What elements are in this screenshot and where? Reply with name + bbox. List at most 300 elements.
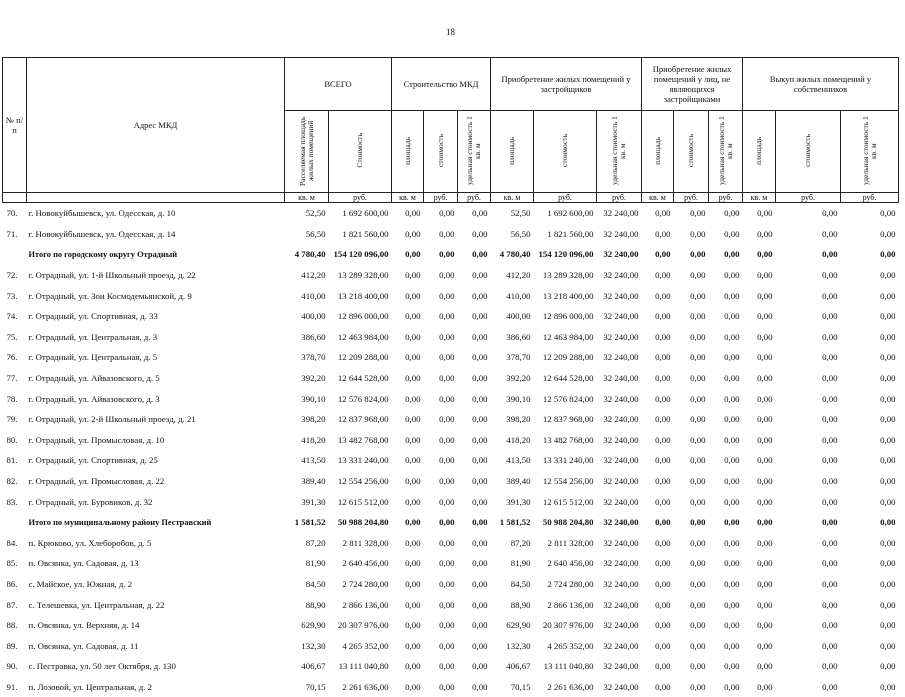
- row-address: г. Отрадный, ул. Промысловая, д. 10: [27, 430, 285, 451]
- subheader-cell: [534, 111, 597, 193]
- row-value: 406,67: [491, 656, 534, 677]
- row-value: 0,00: [424, 656, 458, 677]
- row-value: 13 111 040,80: [534, 656, 597, 677]
- row-value: 0,00: [392, 244, 424, 265]
- row-number: 87.: [3, 594, 27, 615]
- row-value: 0,00: [709, 574, 743, 595]
- row-value: 0,00: [642, 244, 674, 265]
- row-value: 0,00: [424, 574, 458, 595]
- row-value: 13 218 400,00: [534, 285, 597, 306]
- subheader-cell: [709, 111, 743, 193]
- row-value: 0,00: [392, 512, 424, 533]
- row-value: 0,00: [776, 244, 841, 265]
- row-value: 2 811 328,00: [329, 533, 392, 554]
- row-value: 0,00: [424, 285, 458, 306]
- row-value: 378,70: [285, 347, 329, 368]
- row-value: 0,00: [841, 450, 899, 471]
- row-value: 13 111 040,80: [329, 656, 392, 677]
- row-value: 389,40: [491, 471, 534, 492]
- row-value: 0,00: [392, 553, 424, 574]
- row-value: 0,00: [709, 244, 743, 265]
- row-value: 0,00: [642, 656, 674, 677]
- table-row: [3, 265, 899, 286]
- row-value: 391,30: [285, 491, 329, 512]
- row-value: 0,00: [841, 553, 899, 574]
- row-value: 32 240,00: [597, 285, 642, 306]
- row-value: 0,00: [458, 677, 491, 697]
- row-value: 0,00: [776, 574, 841, 595]
- row-value: 0,00: [392, 574, 424, 595]
- row-value: 12 615 512,00: [534, 491, 597, 512]
- row-value: 0,00: [642, 224, 674, 245]
- row-value: 1 821 560,00: [329, 224, 392, 245]
- row-value: 12 554 256,00: [534, 471, 597, 492]
- subheader-cell: [458, 111, 491, 193]
- row-value: 0,00: [743, 553, 776, 574]
- row-value: 0,00: [392, 347, 424, 368]
- row-value: 412,20: [491, 265, 534, 286]
- header-group-buyout: Выкуп жилых помещений у собственников: [743, 58, 899, 111]
- row-address: г. Новокуйбышевск, ул. Одесская, д. 14: [27, 224, 285, 245]
- row-value: 32 240,00: [597, 388, 642, 409]
- row-number: [3, 244, 27, 265]
- row-value: 0,00: [424, 430, 458, 451]
- subheader-label: площадь: [654, 137, 662, 165]
- row-value: 4 780,40: [491, 244, 534, 265]
- table-row: [3, 574, 899, 595]
- row-value: 0,00: [424, 409, 458, 430]
- row-value: 0,00: [743, 594, 776, 615]
- row-value: 2 866 136,00: [534, 594, 597, 615]
- row-value: 0,00: [841, 265, 899, 286]
- row-value: 0,00: [392, 471, 424, 492]
- row-value: 0,00: [674, 368, 709, 389]
- row-value: 0,00: [458, 430, 491, 451]
- row-value: 391,30: [491, 491, 534, 512]
- row-value: 32 240,00: [597, 327, 642, 348]
- row-value: 32 240,00: [597, 368, 642, 389]
- row-value: 0,00: [841, 594, 899, 615]
- row-value: 0,00: [841, 203, 899, 224]
- row-value: 0,00: [424, 388, 458, 409]
- row-address: г. Отрадный, ул. Буровиков, д. 32: [27, 491, 285, 512]
- row-value: 0,00: [674, 491, 709, 512]
- row-value: 13 289 328,00: [329, 265, 392, 286]
- table-row: [3, 306, 899, 327]
- row-number: 91.: [3, 677, 27, 697]
- row-value: 87,20: [285, 533, 329, 554]
- row-value: 0,00: [841, 677, 899, 697]
- row-value: 0,00: [841, 512, 899, 533]
- subheader-cell: [743, 111, 776, 193]
- unit-cell: кв. м: [642, 193, 674, 203]
- subheader-label: Расселяемая площадь жилых помещений: [299, 112, 315, 190]
- table-row: [3, 471, 899, 492]
- unit-cell: кв. м: [743, 193, 776, 203]
- row-value: 0,00: [424, 450, 458, 471]
- row-value: 0,00: [709, 306, 743, 327]
- row-value: 0,00: [709, 553, 743, 574]
- row-value: 12 554 256,00: [329, 471, 392, 492]
- row-value: 0,00: [743, 285, 776, 306]
- subheader-label: площадь: [755, 137, 763, 165]
- table-row: [3, 594, 899, 615]
- row-value: 50 988 204,80: [534, 512, 597, 533]
- row-value: 81,90: [491, 553, 534, 574]
- row-value: 12 644 528,00: [329, 368, 392, 389]
- resettlement-table-wrapper: [2, 57, 898, 697]
- row-value: 2 261 636,00: [329, 677, 392, 697]
- row-value: 32 240,00: [597, 430, 642, 451]
- unit-cell: руб.: [776, 193, 841, 203]
- row-value: 2 866 136,00: [329, 594, 392, 615]
- row-value: 0,00: [424, 265, 458, 286]
- row-value: 0,00: [424, 327, 458, 348]
- row-value: 0,00: [709, 224, 743, 245]
- row-value: 2 724 280,00: [534, 574, 597, 595]
- row-value: 0,00: [709, 471, 743, 492]
- row-value: 0,00: [674, 512, 709, 533]
- table-row: [3, 635, 899, 656]
- table-row: [3, 224, 899, 245]
- row-value: 0,00: [424, 533, 458, 554]
- row-number: 74.: [3, 306, 27, 327]
- row-value: 0,00: [841, 409, 899, 430]
- table-row: [3, 677, 899, 697]
- row-value: 32 240,00: [597, 594, 642, 615]
- row-value: 0,00: [743, 656, 776, 677]
- row-value: 0,00: [392, 203, 424, 224]
- row-value: 400,00: [491, 306, 534, 327]
- row-value: 0,00: [424, 203, 458, 224]
- row-value: 84,50: [491, 574, 534, 595]
- row-address: г. Отрадный, ул. 2-й Школьный проезд, д. 21: [27, 409, 285, 430]
- row-value: 13 289 328,00: [534, 265, 597, 286]
- row-value: 32 240,00: [597, 656, 642, 677]
- row-value: 32 240,00: [597, 224, 642, 245]
- row-value: 0,00: [674, 265, 709, 286]
- row-value: 0,00: [674, 327, 709, 348]
- subheader-label: стоимость: [687, 134, 695, 167]
- row-value: 84,50: [285, 574, 329, 595]
- row-value: 0,00: [424, 615, 458, 636]
- row-value: 0,00: [458, 512, 491, 533]
- row-value: 0,00: [674, 203, 709, 224]
- row-value: 12 837 968,00: [534, 409, 597, 430]
- row-value: 0,00: [424, 553, 458, 574]
- subheader-label: удельная стоимость 1 кв. м: [466, 112, 482, 190]
- row-value: 413,50: [285, 450, 329, 471]
- subheader-label: стоимость: [437, 134, 445, 167]
- row-value: 0,00: [709, 450, 743, 471]
- row-value: 0,00: [458, 656, 491, 677]
- row-value: 0,00: [642, 553, 674, 574]
- row-value: 0,00: [674, 450, 709, 471]
- row-value: 0,00: [674, 244, 709, 265]
- row-value: 0,00: [674, 635, 709, 656]
- row-address: г. Новокуйбышевск, ул. Одесская, д. 10: [27, 203, 285, 224]
- row-value: 0,00: [776, 533, 841, 554]
- unit-cell: руб.: [597, 193, 642, 203]
- row-value: 70,15: [285, 677, 329, 697]
- row-value: 629,90: [285, 615, 329, 636]
- row-number: 76.: [3, 347, 27, 368]
- row-value: 0,00: [841, 368, 899, 389]
- row-value: 0,00: [776, 430, 841, 451]
- row-value: 0,00: [709, 533, 743, 554]
- row-value: 0,00: [776, 265, 841, 286]
- row-value: 0,00: [709, 615, 743, 636]
- row-number: 83.: [3, 491, 27, 512]
- row-value: 0,00: [776, 471, 841, 492]
- table-total-row: [3, 244, 899, 265]
- row-value: 13 331 240,00: [329, 450, 392, 471]
- row-value: 0,00: [776, 553, 841, 574]
- table-row: [3, 656, 899, 677]
- row-address: п. Овсянка, ул. Верхняя, д. 14: [27, 615, 285, 636]
- row-value: 0,00: [743, 533, 776, 554]
- row-value: 32 240,00: [597, 615, 642, 636]
- row-value: 0,00: [392, 491, 424, 512]
- row-value: 0,00: [776, 306, 841, 327]
- row-value: 0,00: [743, 347, 776, 368]
- row-value: 0,00: [709, 388, 743, 409]
- row-value: 1 581,52: [491, 512, 534, 533]
- row-value: 398,20: [285, 409, 329, 430]
- row-value: 0,00: [776, 635, 841, 656]
- row-value: 32 240,00: [597, 574, 642, 595]
- row-value: 0,00: [674, 677, 709, 697]
- table-body: [3, 203, 899, 697]
- row-value: 4 265 352,00: [329, 635, 392, 656]
- row-number: 73.: [3, 285, 27, 306]
- unit-cell: руб.: [424, 193, 458, 203]
- row-number: 85.: [3, 553, 27, 574]
- unit-cell-empty: [3, 193, 27, 203]
- unit-cell: руб.: [329, 193, 392, 203]
- row-value: 0,00: [743, 224, 776, 245]
- row-number: 70.: [3, 203, 27, 224]
- row-address: п. Овсянка, ул. Садовая, д. 11: [27, 635, 285, 656]
- subheader-cell: [776, 111, 841, 193]
- unit-cell: руб.: [841, 193, 899, 203]
- row-value: 0,00: [458, 203, 491, 224]
- row-value: 0,00: [458, 471, 491, 492]
- row-address: г. Отрадный, ул. Айвазовского, д. 3: [27, 388, 285, 409]
- subheader-label: площадь: [508, 137, 516, 165]
- header-group-purchase-non-developers: Приобретение жилых помещений у лиц, не являющихся застройщиками: [642, 58, 743, 111]
- row-value: 0,00: [642, 574, 674, 595]
- row-address: г. Отрадный, ул. Центральная, д. 3: [27, 327, 285, 348]
- row-value: 0,00: [776, 450, 841, 471]
- row-value: 0,00: [392, 327, 424, 348]
- row-value: 0,00: [776, 409, 841, 430]
- row-value: 0,00: [776, 512, 841, 533]
- unit-cell: кв. м: [491, 193, 534, 203]
- row-value: 32 240,00: [597, 512, 642, 533]
- row-value: 0,00: [841, 430, 899, 451]
- table-row: [3, 491, 899, 512]
- row-value: 0,00: [841, 388, 899, 409]
- row-value: 0,00: [776, 491, 841, 512]
- row-value: 0,00: [743, 512, 776, 533]
- row-value: 0,00: [674, 306, 709, 327]
- row-value: 32 240,00: [597, 265, 642, 286]
- row-value: 0,00: [642, 430, 674, 451]
- subheader-label: Стоимость: [356, 133, 364, 168]
- row-value: 87,20: [491, 533, 534, 554]
- row-value: 32 240,00: [597, 533, 642, 554]
- row-value: 0,00: [458, 347, 491, 368]
- row-value: 0,00: [743, 368, 776, 389]
- row-value: 32 240,00: [597, 553, 642, 574]
- row-value: 0,00: [392, 656, 424, 677]
- row-value: 0,00: [674, 656, 709, 677]
- row-value: 0,00: [458, 327, 491, 348]
- row-value: 0,00: [424, 491, 458, 512]
- row-value: 0,00: [458, 635, 491, 656]
- row-value: 0,00: [709, 347, 743, 368]
- row-value: 0,00: [424, 594, 458, 615]
- row-value: 0,00: [458, 491, 491, 512]
- row-value: 0,00: [841, 306, 899, 327]
- table-row: [3, 347, 899, 368]
- row-value: 88,90: [491, 594, 534, 615]
- row-value: 386,60: [285, 327, 329, 348]
- row-value: 0,00: [458, 450, 491, 471]
- row-value: 0,00: [392, 388, 424, 409]
- row-value: 0,00: [642, 327, 674, 348]
- row-value: 81,90: [285, 553, 329, 574]
- row-value: 12 463 984,00: [534, 327, 597, 348]
- row-number: 89.: [3, 635, 27, 656]
- row-value: 20 307 976,00: [329, 615, 392, 636]
- row-value: 0,00: [458, 594, 491, 615]
- unit-cell-empty: [27, 193, 285, 203]
- row-value: 0,00: [424, 224, 458, 245]
- row-value: 0,00: [743, 450, 776, 471]
- row-value: 398,20: [491, 409, 534, 430]
- row-number: 84.: [3, 533, 27, 554]
- table-row: [3, 430, 899, 451]
- row-value: 0,00: [392, 368, 424, 389]
- row-number: [3, 512, 27, 533]
- row-value: 413,50: [491, 450, 534, 471]
- row-value: 0,00: [458, 244, 491, 265]
- row-address: Итого по муниципальному району Пестравский: [27, 512, 285, 533]
- row-value: 0,00: [709, 265, 743, 286]
- row-value: 392,20: [285, 368, 329, 389]
- row-number: 81.: [3, 450, 27, 471]
- subheader-cell: [285, 111, 329, 193]
- header-group-construction: Строительство МКД: [392, 58, 491, 111]
- row-value: 0,00: [642, 203, 674, 224]
- table-row: [3, 615, 899, 636]
- row-value: 0,00: [392, 594, 424, 615]
- subheader-cell: [491, 111, 534, 193]
- row-value: 2 261 636,00: [534, 677, 597, 697]
- row-value: 0,00: [743, 203, 776, 224]
- table-total-row: [3, 512, 899, 533]
- row-address: п. Овсянка, ул. Садовая, д. 13: [27, 553, 285, 574]
- row-value: 0,00: [674, 471, 709, 492]
- row-value: 0,00: [776, 224, 841, 245]
- resettlement-table: [2, 57, 899, 697]
- row-number: 75.: [3, 327, 27, 348]
- row-value: 12 644 528,00: [534, 368, 597, 389]
- row-address: г. Отрадный, ул. Спортивная, д. 33: [27, 306, 285, 327]
- row-value: 2 640 456,00: [329, 553, 392, 574]
- row-value: 2 724 280,00: [329, 574, 392, 595]
- row-value: 12 576 824,00: [329, 388, 392, 409]
- row-value: 0,00: [642, 409, 674, 430]
- row-number: 88.: [3, 615, 27, 636]
- row-value: 0,00: [458, 553, 491, 574]
- table-row: [3, 533, 899, 554]
- row-value: 0,00: [674, 409, 709, 430]
- row-value: 0,00: [709, 368, 743, 389]
- unit-cell: руб.: [458, 193, 491, 203]
- row-value: 392,20: [491, 368, 534, 389]
- row-value: 0,00: [743, 306, 776, 327]
- row-value: 0,00: [642, 635, 674, 656]
- row-number: 72.: [3, 265, 27, 286]
- row-value: 0,00: [424, 512, 458, 533]
- row-value: 56,50: [491, 224, 534, 245]
- row-value: 32 240,00: [597, 306, 642, 327]
- subheader-cell: [674, 111, 709, 193]
- row-value: 390,10: [285, 388, 329, 409]
- row-value: 1 581,52: [285, 512, 329, 533]
- row-value: 0,00: [392, 533, 424, 554]
- row-value: 0,00: [642, 265, 674, 286]
- unit-cell: кв. м: [285, 193, 329, 203]
- row-value: 32 240,00: [597, 409, 642, 430]
- header-group-total: ВСЕГО: [285, 58, 392, 111]
- row-value: 0,00: [743, 244, 776, 265]
- table-row: [3, 553, 899, 574]
- row-value: 88,90: [285, 594, 329, 615]
- row-address: г. Отрадный, ул. Центральная, д. 5: [27, 347, 285, 368]
- row-value: 410,00: [285, 285, 329, 306]
- page-number: 18: [446, 27, 455, 37]
- row-value: 12 576 824,00: [534, 388, 597, 409]
- row-value: 0,00: [743, 409, 776, 430]
- subheader-label: площадь: [404, 137, 412, 165]
- row-value: 4 265 352,00: [534, 635, 597, 656]
- row-value: 0,00: [458, 285, 491, 306]
- row-value: 0,00: [709, 677, 743, 697]
- row-value: 400,00: [285, 306, 329, 327]
- subheader-cell: [642, 111, 674, 193]
- row-number: 79.: [3, 409, 27, 430]
- row-value: 0,00: [776, 677, 841, 697]
- row-address: п. Крюково, ул. Хлеборобов, д. 5: [27, 533, 285, 554]
- row-value: 386,60: [491, 327, 534, 348]
- row-value: 0,00: [392, 265, 424, 286]
- row-value: 0,00: [776, 594, 841, 615]
- row-value: 0,00: [709, 430, 743, 451]
- row-value: 0,00: [743, 635, 776, 656]
- row-value: 2 811 328,00: [534, 533, 597, 554]
- row-value: 0,00: [458, 306, 491, 327]
- row-value: 0,00: [841, 347, 899, 368]
- row-value: 154 120 096,00: [534, 244, 597, 265]
- unit-cell: руб.: [709, 193, 743, 203]
- row-value: 0,00: [841, 285, 899, 306]
- row-value: 70,15: [491, 677, 534, 697]
- row-value: 0,00: [424, 244, 458, 265]
